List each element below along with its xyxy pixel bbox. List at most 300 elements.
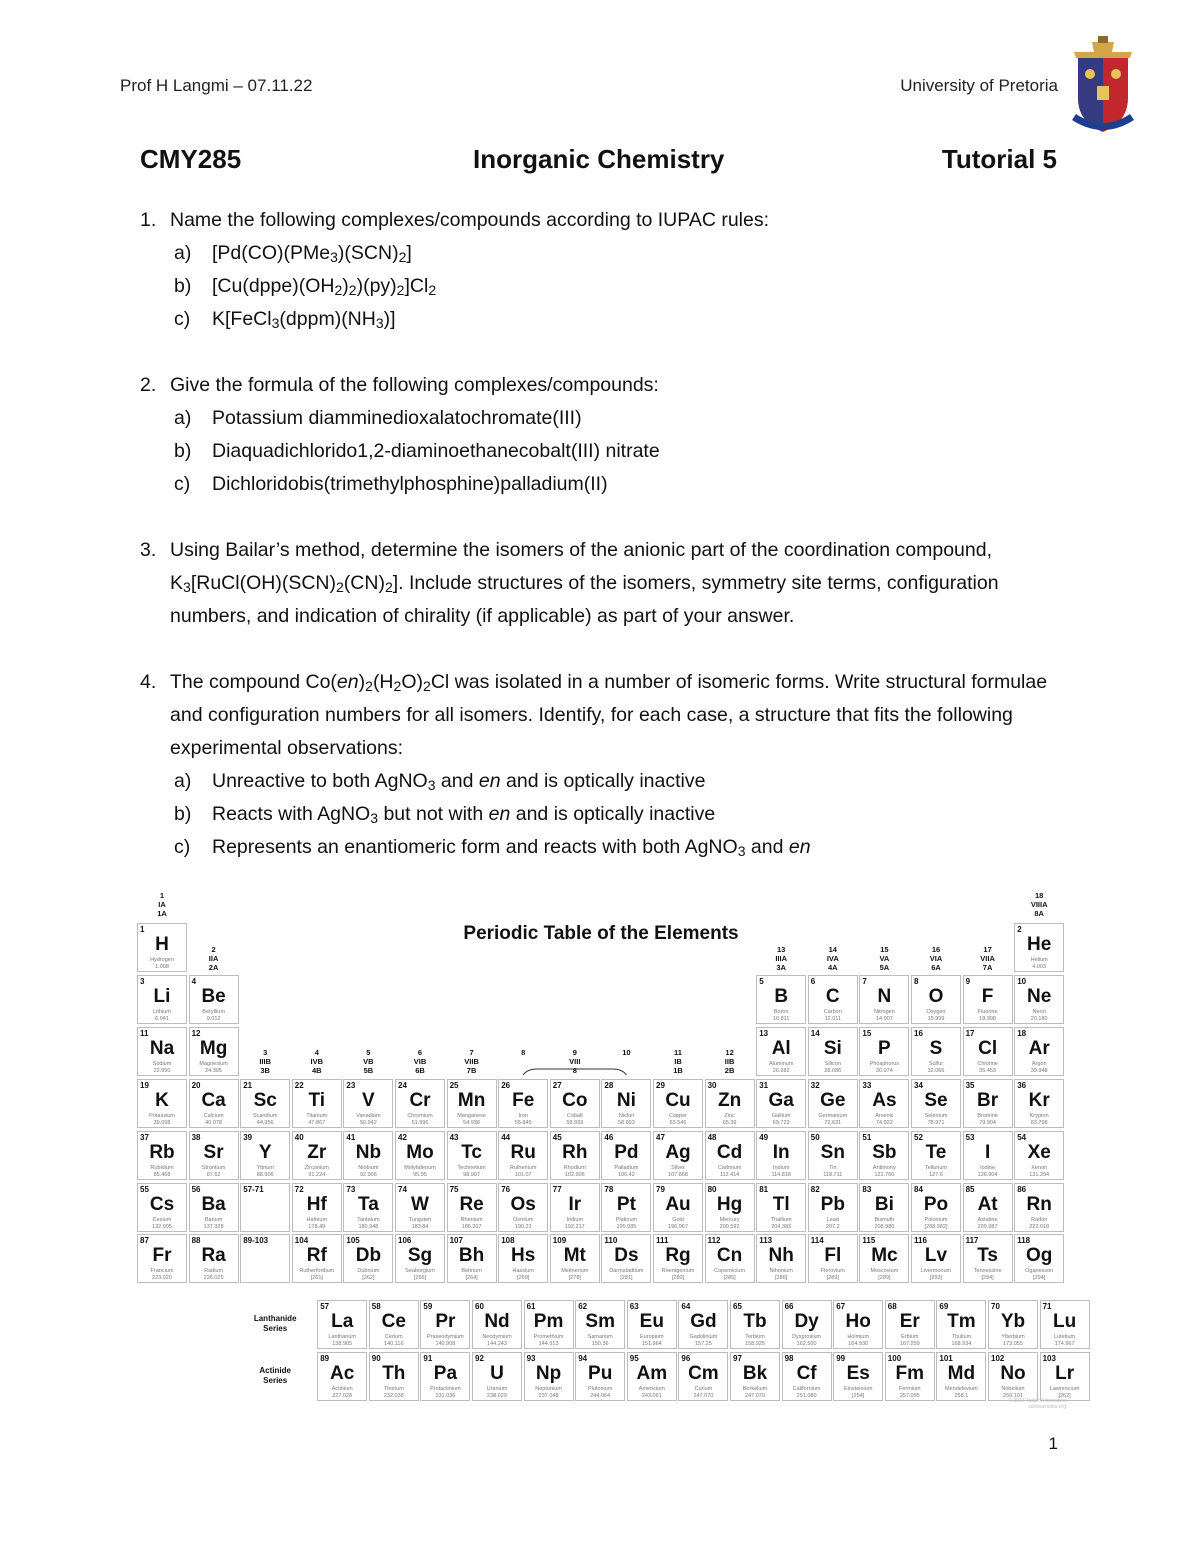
element-cell (808, 975, 858, 1024)
element-symbol: Ge (820, 1090, 846, 1111)
atomic-mass: [294] (981, 1275, 994, 1281)
element-name: Moscovium (870, 1268, 899, 1274)
element-cell (756, 1183, 806, 1232)
element-cell (343, 1131, 393, 1180)
element-cell (705, 1183, 755, 1232)
series-label (245, 1314, 305, 1334)
group-header-line: 8 (572, 1066, 577, 1075)
atomic-number: 64 (681, 1302, 691, 1311)
atomic-number: 98 (784, 1354, 794, 1363)
atomic-mass: 207.2 (825, 1224, 840, 1230)
atomic-mass: [254] (852, 1393, 865, 1399)
atomic-number: 55 (140, 1185, 149, 1194)
atomic-mass: 131.294 (1029, 1172, 1050, 1178)
element-name: Holmium (847, 1334, 870, 1340)
group-header-line: 6A (931, 963, 941, 972)
element-cell (653, 1183, 703, 1232)
atomic-number: 11 (140, 1029, 149, 1038)
atomic-mass: [262] (1058, 1393, 1071, 1399)
element-name: Neodymium (482, 1334, 512, 1340)
group-header-line: 4A (828, 963, 838, 972)
element-symbol: Cl (978, 1038, 998, 1059)
element-name: Strontium (201, 1165, 226, 1171)
element-cell (911, 975, 961, 1024)
element-name: Plutonium (587, 1386, 613, 1392)
element-cell (447, 1079, 497, 1128)
element-name: Dysprosium (792, 1334, 822, 1340)
atomic-number: 71 (1042, 1302, 1052, 1311)
element-symbol: Tl (772, 1194, 790, 1215)
atomic-mass: 118.711 (823, 1172, 843, 1178)
atomic-number: 58 (371, 1302, 381, 1311)
element-symbol: Co (562, 1090, 588, 1111)
element-cell (756, 975, 806, 1024)
atomic-mass: 251.080 (796, 1393, 817, 1399)
atomic-number: 82 (810, 1185, 820, 1194)
element-symbol: Cf (796, 1363, 817, 1384)
group-header-line: 3 (263, 1048, 268, 1057)
element-symbol: Sm (585, 1311, 615, 1332)
element-cell (859, 1234, 909, 1283)
element-name: Cadmium (717, 1165, 742, 1171)
f-block-element-cell (575, 1352, 625, 1401)
group-header-line: 4 (314, 1048, 319, 1057)
element-name: Gold (672, 1217, 684, 1223)
atomic-number: 103 (1042, 1354, 1056, 1363)
element-symbol: Pu (588, 1363, 613, 1384)
element-name: Oganesson (1025, 1268, 1054, 1274)
element-cell (137, 1079, 187, 1128)
element-cell (1014, 1079, 1064, 1128)
group-header-line: 2A (208, 963, 219, 972)
f-block-element-cell (730, 1352, 780, 1401)
element-cell (550, 1183, 600, 1232)
element-cell (859, 1183, 909, 1232)
atomic-number: 46 (604, 1133, 614, 1142)
group-header (808, 945, 858, 972)
element-symbol: K (155, 1090, 169, 1111)
element-name: Tellurium (924, 1165, 947, 1171)
atomic-mass: [280] (671, 1275, 685, 1281)
element-symbol: Cs (149, 1194, 175, 1215)
atomic-mass: 65.39 (722, 1120, 737, 1126)
f-block-element-cell (1040, 1300, 1090, 1349)
atomic-number: 6 (810, 977, 816, 986)
element-name: Uranium (486, 1386, 508, 1392)
element-cell (240, 1079, 290, 1128)
element-symbol: P (878, 1038, 891, 1059)
question-number: 2. (140, 374, 157, 396)
atomic-mass: [294] (1033, 1275, 1046, 1281)
element-symbol: Br (977, 1090, 999, 1111)
atomic-number: 62 (578, 1302, 588, 1311)
atomic-number: 90 (371, 1354, 381, 1363)
group-header-line (601, 1057, 651, 1066)
element-name: Chlorine (977, 1061, 998, 1067)
element-symbol: Ba (201, 1194, 226, 1215)
element-symbol: Mt (563, 1245, 586, 1266)
f-block-element-cell (782, 1352, 832, 1401)
group-header-line (498, 1057, 548, 1066)
atomic-mass: 258.1 (954, 1393, 969, 1399)
atomic-mass: 79.904 (979, 1120, 996, 1126)
element-cell (395, 1131, 445, 1180)
atomic-number: 48 (707, 1133, 717, 1142)
group-header-line: 5A (879, 963, 890, 972)
element-name: Vanadium (356, 1113, 381, 1119)
element-symbol: Mo (406, 1142, 434, 1163)
atomic-number: 73 (346, 1185, 356, 1194)
element-symbol: Cu (665, 1090, 691, 1111)
atomic-number: 67 (836, 1302, 846, 1311)
element-symbol: Zn (717, 1090, 742, 1111)
element-symbol: Bk (742, 1363, 768, 1384)
element-name: Tin (829, 1165, 837, 1171)
atomic-mass: [264] (465, 1275, 478, 1281)
group-header (240, 1048, 290, 1075)
element-cell (705, 1131, 755, 1180)
atomic-mass: 91.224 (308, 1172, 326, 1178)
atomic-mass: 132.905 (152, 1224, 172, 1230)
element-symbol: Sg (407, 1245, 433, 1266)
atomic-mass: [281] (620, 1275, 633, 1281)
f-block-element-cell (420, 1352, 470, 1401)
element-symbol: Pr (435, 1311, 456, 1332)
element-name: Meitnerium (561, 1268, 589, 1274)
f-block-element-cell (678, 1300, 728, 1349)
element-cell (911, 1027, 961, 1076)
element-cell (963, 1079, 1013, 1128)
element-cell (963, 1234, 1013, 1283)
element-name: Radium (204, 1268, 224, 1274)
element-cell (705, 1079, 755, 1128)
element-cell (137, 1131, 187, 1180)
atomic-mass: [266] (413, 1275, 427, 1281)
atomic-mass: 223.020 (152, 1275, 172, 1281)
element-cell (808, 1131, 858, 1180)
element-cell (395, 1183, 445, 1232)
element-name: Neon (1032, 1009, 1046, 1015)
atomic-number: 89-103 (243, 1236, 269, 1245)
element-name: Gallium (771, 1113, 791, 1119)
group-header-line: 14 (828, 945, 837, 954)
element-name: Oxygen (926, 1009, 946, 1015)
element-name: Copernicium (714, 1268, 746, 1274)
element-name: Selenium (924, 1113, 948, 1119)
element-symbol: O (928, 986, 944, 1007)
element-name: Tennessine (973, 1268, 1002, 1274)
element-symbol: No (1000, 1363, 1026, 1384)
element-symbol: Tb (743, 1311, 767, 1332)
atomic-number: 3 (140, 977, 145, 986)
atomic-mass: 259.101 (1003, 1393, 1023, 1399)
atomic-number: 18 (1017, 1029, 1027, 1038)
element-cell (1014, 975, 1064, 1024)
atomic-number: 52 (914, 1133, 923, 1142)
element-name: Lawrencium (1049, 1386, 1080, 1392)
atomic-mass: 6.941 (155, 1016, 169, 1022)
series-label-line: Lanthanide (253, 1314, 297, 1323)
element-symbol: Pm (533, 1311, 564, 1332)
element-cell (705, 1234, 755, 1283)
atomic-mass: 35.453 (979, 1068, 996, 1074)
element-cell (343, 1079, 393, 1128)
element-symbol: Re (459, 1194, 484, 1215)
element-cell (653, 1079, 703, 1128)
element-symbol: H (155, 934, 169, 955)
element-symbol: B (774, 986, 789, 1007)
group-header-line: IB (674, 1057, 682, 1066)
element-name: Sodium (152, 1061, 172, 1067)
element-name: Silicon (824, 1061, 841, 1067)
element-name: Iridium (566, 1217, 584, 1223)
element-symbol: C (825, 986, 840, 1007)
atomic-mass: 18.998 (979, 1016, 996, 1022)
element-symbol: Ag (665, 1142, 691, 1163)
element-cell (911, 1131, 961, 1180)
element-cell (859, 1131, 909, 1180)
element-cell (756, 1027, 806, 1076)
atomic-number: 93 (526, 1354, 536, 1363)
group-header (498, 1048, 548, 1075)
group-header-line: 6B (415, 1066, 425, 1075)
group-header-line: 12 (725, 1048, 734, 1057)
atomic-mass: 47.867 (308, 1120, 326, 1126)
atomic-number: 65 (733, 1302, 742, 1311)
atomic-number: 12 (191, 1029, 201, 1038)
sub-item-text: Unreactive to both AgNO$_3$ and en and is optically inactive (212, 770, 706, 794)
atomic-number: 117 (965, 1236, 979, 1245)
sub-item-label: b) (174, 275, 192, 297)
element-symbol: Fl (824, 1245, 842, 1266)
atomic-number: 30 (707, 1081, 717, 1090)
atomic-number: 80 (707, 1185, 717, 1194)
question-sub-item (140, 435, 1060, 468)
group-header-line: IVA (826, 954, 839, 963)
atomic-number: 25 (449, 1081, 459, 1090)
element-symbol: Pt (616, 1194, 636, 1215)
element-symbol: Pd (614, 1142, 639, 1163)
atomic-number: 34 (914, 1081, 923, 1090)
element-cell (859, 975, 909, 1024)
element-symbol: Hs (511, 1245, 536, 1266)
element-name: Polonium (924, 1217, 948, 1223)
atomic-mass: 44.956 (256, 1120, 274, 1126)
element-cell (137, 1027, 187, 1076)
atomic-number: 33 (862, 1081, 872, 1090)
atomic-mass: 204.383 (771, 1224, 792, 1230)
atomic-mass: 168.934 (951, 1341, 972, 1347)
atomic-number: 59 (423, 1302, 433, 1311)
question-stem: The compound $Co(en)_2(H_2O)_2Cl$ was isolated in a number of isomeric forms. Write structural formulae and configuration numbers for all isomers. Identify, for each case, a structure that fits the following experimental observations: (170, 671, 1048, 759)
element-name: Phosphorus (869, 1061, 900, 1067)
atomic-mass: 14.007 (875, 1016, 893, 1022)
question-items (140, 237, 1060, 336)
question-stem: Give the formula of the following complexes/compounds: (170, 374, 659, 396)
element-cell (859, 1027, 909, 1076)
element-name: Rhodium (563, 1165, 586, 1171)
element-symbol: Ds (614, 1245, 639, 1266)
atomic-number: 81 (759, 1185, 769, 1194)
element-symbol: Al (771, 1038, 791, 1059)
element-name: Bismuth (874, 1217, 895, 1223)
atomic-number: 49 (759, 1133, 769, 1142)
atomic-mass: [269] (517, 1275, 530, 1281)
atomic-mass: 127.6 (929, 1172, 943, 1178)
atomic-number: 43 (449, 1133, 459, 1142)
element-name: Fluorine (977, 1009, 998, 1015)
element-name: Rutherfordium (299, 1268, 335, 1274)
atomic-number: 36 (1017, 1081, 1027, 1090)
element-name: Tantalum (357, 1217, 380, 1223)
element-name: Cesium (152, 1217, 172, 1223)
group-header-line: 11 (674, 1048, 682, 1057)
atomic-mass: 58.933 (566, 1120, 584, 1126)
atomic-mass: [286] (775, 1275, 788, 1281)
element-cell (756, 1234, 806, 1283)
element-cell (1014, 1131, 1064, 1180)
f-block-element-cell (885, 1300, 935, 1349)
atomic-number: 118 (1017, 1236, 1031, 1245)
element-name: Molybdenum (404, 1165, 436, 1171)
element-name: Platinum (615, 1217, 638, 1223)
element-cell (447, 1234, 497, 1283)
atomic-mass: 74.922 (875, 1120, 893, 1126)
atomic-mass: 257.095 (899, 1393, 920, 1399)
atomic-number: 42 (398, 1133, 407, 1142)
element-name: Fermium (898, 1386, 921, 1392)
atomic-mass: 144.243 (487, 1341, 507, 1347)
atomic-number: 16 (914, 1029, 923, 1038)
element-cell (1014, 1027, 1064, 1076)
atomic-mass: 138.905 (332, 1341, 353, 1347)
sub-item-text: Dichloridobis(trimethylphosphine)palladium(II) (212, 473, 608, 495)
element-name: Praseodymium (427, 1334, 464, 1340)
element-name: Actinium (331, 1386, 353, 1392)
element-name: Hafnium (306, 1217, 328, 1223)
group-header-line: 1 (159, 891, 165, 900)
element-symbol: Nh (768, 1245, 794, 1266)
element-name: Sulfur (928, 1061, 944, 1067)
atomic-number: 70 (991, 1302, 1000, 1311)
element-name: Thorium (383, 1386, 404, 1392)
element-name: Bromine (977, 1113, 998, 1119)
element-symbol: Ts (977, 1245, 998, 1266)
atomic-number: 14 (810, 1029, 820, 1038)
periodic-table-title: Periodic Table of the Elements (463, 923, 739, 944)
element-name: Cobalt (566, 1113, 583, 1119)
atomic-mass: [262] (362, 1275, 375, 1281)
element-cell (343, 1183, 393, 1232)
atomic-number: 22 (294, 1081, 304, 1090)
element-symbol: Cr (409, 1090, 431, 1111)
f-block-element-cell (369, 1300, 419, 1349)
element-cell (189, 1131, 239, 1180)
atomic-mass: [261] (310, 1275, 323, 1281)
atomic-number: 54 (1017, 1133, 1027, 1142)
group-header-line: 4B (312, 1066, 322, 1075)
element-cell (1014, 1234, 1064, 1283)
element-name: Protactinium (430, 1386, 461, 1392)
element-symbol: Cm (688, 1363, 719, 1384)
atomic-number: 83 (862, 1185, 872, 1194)
element-name: Calcium (203, 1113, 224, 1119)
element-cell (859, 1079, 909, 1128)
f-block-element-cell (317, 1352, 367, 1401)
atomic-mass: 85.468 (153, 1172, 171, 1178)
element-symbol: Si (823, 1038, 842, 1059)
atomic-number: 95 (629, 1354, 639, 1363)
element-symbol: Md (947, 1363, 976, 1384)
element-name: Californium (792, 1386, 821, 1392)
element-cell (137, 1183, 187, 1232)
f-block-element-cell (472, 1300, 522, 1349)
f-block-element-cell (833, 1352, 883, 1401)
atomic-mass: 101.07 (514, 1172, 532, 1178)
element-symbol: F (981, 986, 994, 1007)
question-3 (140, 534, 1060, 633)
element-symbol: La (331, 1311, 354, 1332)
atomic-number: 61 (526, 1302, 536, 1311)
group-header-line: VIA (929, 954, 943, 963)
university-crest-icon (1070, 36, 1136, 140)
element-name: Curium (694, 1386, 713, 1392)
element-symbol: Ac (330, 1363, 355, 1384)
element-symbol: Kr (1028, 1090, 1050, 1111)
atomic-mass: 69.723 (772, 1120, 790, 1126)
atomic-number: 35 (965, 1081, 975, 1090)
periodic-table (136, 891, 1080, 1413)
atomic-mass: 54.938 (463, 1120, 480, 1126)
group-header-line: VIIB (464, 1057, 479, 1066)
atomic-number: 9 (965, 977, 971, 986)
element-name: Osmium (512, 1217, 534, 1223)
atomic-number: 113 (759, 1236, 773, 1245)
group-header-line: 3A (776, 963, 786, 972)
sub-item-label: a) (174, 770, 192, 792)
element-cell (601, 1131, 651, 1180)
atomic-number: 1 (140, 925, 145, 934)
atomic-mass: [208.982] (924, 1224, 948, 1230)
f-block-element-cell (317, 1300, 367, 1349)
course-subject: Inorganic Chemistry (473, 144, 725, 174)
group-header-line: 2 (211, 945, 216, 954)
group-header-line: 16 (931, 945, 941, 954)
copyright-line: sciencenotes.org (1028, 1404, 1066, 1410)
question-sub-item (140, 765, 1060, 798)
element-cell (395, 1234, 445, 1283)
atomic-number: 96 (681, 1354, 691, 1363)
group-header (189, 945, 239, 972)
element-cell (601, 1079, 651, 1128)
atomic-number: 79 (656, 1185, 665, 1194)
element-name: Lithium (153, 1009, 171, 1015)
atomic-number: 109 (552, 1236, 567, 1245)
atomic-number: 5 (759, 977, 764, 986)
atomic-number: 78 (604, 1185, 614, 1194)
element-cell (911, 1079, 961, 1128)
element-name: Darmstadtium (609, 1268, 644, 1274)
question-sub-item (140, 798, 1060, 831)
element-name: Rhenium (460, 1217, 483, 1223)
atomic-mass: 1.008 (155, 964, 169, 970)
group-header (653, 1048, 703, 1075)
element-name: Barium (204, 1217, 223, 1223)
atomic-mass: 222.018 (1029, 1224, 1050, 1230)
atomic-number: 115 (862, 1236, 876, 1245)
element-cell (498, 1183, 548, 1232)
element-name: Francium (150, 1268, 174, 1274)
